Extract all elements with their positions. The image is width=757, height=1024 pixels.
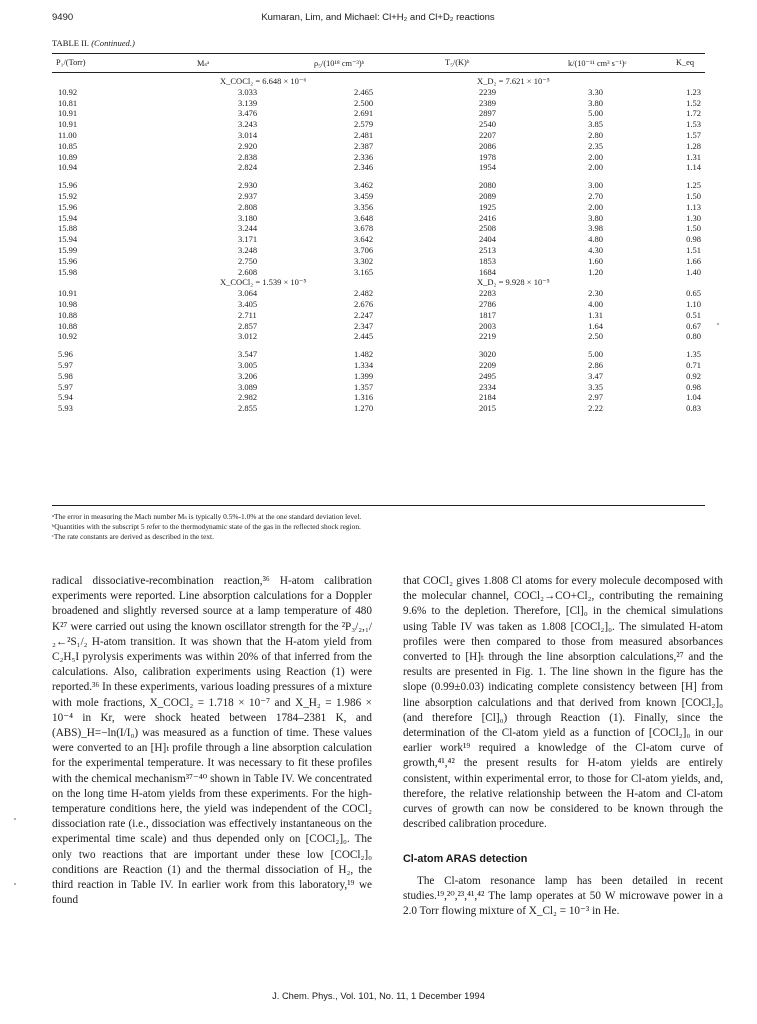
cell-keq: 1.10	[686, 298, 702, 309]
cell-keq: 1.23	[686, 86, 702, 97]
cell-rate: 5.00	[588, 349, 604, 360]
cell-rate: 2.00	[588, 201, 604, 212]
cell-mach: 2.930	[238, 180, 258, 191]
table-row	[52, 382, 705, 393]
cell-pressure: 15.96	[58, 201, 78, 212]
table-row	[52, 108, 705, 119]
cell-rate: 2.80	[588, 129, 604, 140]
cell-temp: 1684	[479, 266, 497, 277]
cell-temp: 2334	[479, 381, 497, 392]
cell-density: 3.302	[354, 255, 374, 266]
table-row	[52, 245, 705, 256]
cell-temp: 2416	[479, 212, 497, 223]
cell-density: 2.676	[354, 298, 374, 309]
cell-keq: 0.51	[686, 309, 702, 320]
cell-rate: 3.35	[588, 381, 604, 392]
cell-mach: 2.750	[238, 255, 258, 266]
cell-rate: 2.97	[588, 392, 604, 403]
table-row	[52, 213, 705, 224]
table-row	[52, 191, 705, 202]
cell-rate: 3.47	[588, 370, 604, 381]
cell-temp: 1817	[479, 309, 497, 320]
cell-density: 1.399	[354, 370, 374, 381]
cell-pressure: 15.94	[58, 212, 78, 223]
table-row	[52, 202, 705, 213]
cell-pressure: 10.92	[58, 331, 78, 342]
margin-mark	[14, 818, 16, 820]
footnote-a: ᵃThe error in measuring the Mach number Mₛ is typically 0.5%-1.0% at the one standard deviation level.	[52, 512, 362, 521]
table-row	[52, 267, 705, 278]
table-row	[52, 256, 705, 267]
cell-keq: 0.65	[686, 288, 702, 299]
cell-density: 1.357	[354, 381, 374, 392]
cell-rate: 2.00	[588, 151, 604, 162]
cell-rate: 3.30	[588, 86, 604, 97]
cell-temp: 2513	[479, 244, 497, 255]
running-title: Kumaran, Lim, and Michael: Cl+H₂ and Cl+D₂ reactions	[261, 12, 495, 23]
cell-temp: 1925	[479, 201, 497, 212]
cell-rate: 2.70	[588, 190, 604, 201]
col-header-mach: Mₛᵃ	[197, 59, 210, 68]
cell-mach: 2.711	[238, 309, 257, 320]
body-paragraph: radical dissociative-recombination reaction,³⁶ H-atom calibration experiments were reported. Line absorption calculations for a Doppler broadened and slightly reversed source at a lamp temperature of 480 K²⁷ were carried out using the known oscillator strength for the ²P₃/₂,₁/₂←²S₁/₂ H-atom transition. It was shown that the H-atom yield from C₂H₅I pyrolysis experiments was within 20% of that inferred from the calculations. Also, calibration experiments using Reaction (1) were reported.³⁶ In these experiments, various loading pressures of a mixture with mole fractions, X_COCl₂ = 1.718 × 10⁻⁷ and X_H₂ = 1.986 × 10⁻⁴ in Kr, were shock heated between 1784–2381 K, and (ABS)_H=−ln(I/I₀) was measured as a function of time. These values were converted to an [H]ₜ profile through a line absorption calculation for the experimental temperature. It was necessary to fit these profiles with the chemical mechanism³⁷⁻⁴⁰ shown in Table IV. We concentrated on the long time H-atom yields from these experiments. For the high-temperature conditions here, the yield was independent of the COCl₂ dissociation rate (i.e., dissociation was effectively instantaneous on the experimental time scale) and thus depended only on [COCl₂]₀. The only two reactions that are important under these low [COCl₂]₀ conditions are Reaction (1) and the thermal dissociation of H₂, the third reaction in Table IV. In earlier work from this laboratory,¹⁹ we found	[52, 575, 372, 907]
cell-temp: 2209	[479, 359, 497, 370]
cell-density: 2.500	[354, 97, 374, 108]
cell-pressure: 10.88	[58, 320, 78, 331]
table-row	[52, 223, 705, 234]
cell-pressure: 15.96	[58, 180, 78, 191]
col-header-temp: T₅/(K)ᵇ	[445, 58, 470, 67]
cell-temp: 2003	[479, 320, 497, 331]
cell-temp: 2786	[479, 298, 497, 309]
cell-pressure: 11.00	[58, 129, 77, 140]
cell-mach: 3.014	[238, 129, 258, 140]
cell-temp: 2495	[479, 370, 497, 381]
row-spacer	[52, 342, 705, 349]
table-row	[52, 349, 705, 360]
cell-mach: 3.244	[238, 223, 258, 234]
cell-mach: 3.139	[238, 97, 258, 108]
margin-mark	[717, 323, 719, 325]
cell-density: 1.316	[354, 392, 374, 403]
cell-keq: 1.35	[686, 349, 702, 360]
cell-keq: 1.25	[686, 180, 702, 191]
cell-pressure: 15.99	[58, 244, 78, 255]
col-header-density: ρ₅/(10¹⁸ cm⁻³)ᵇ	[314, 59, 365, 68]
cell-temp: 1954	[479, 162, 497, 173]
cell-mach: 3.064	[238, 288, 258, 299]
cell-rate: 3.98	[588, 223, 604, 234]
table-row	[52, 331, 705, 342]
cell-density: 1.270	[354, 403, 374, 414]
cell-rate: 2.22	[588, 403, 604, 414]
footnote-c: ᶜThe rate constants are derived as described in the text.	[52, 532, 214, 541]
cell-pressure: 10.98	[58, 298, 78, 309]
cell-density: 2.445	[354, 331, 374, 342]
cell-keq: 1.57	[686, 129, 702, 140]
cell-mach: 2.920	[238, 140, 258, 151]
cell-mach: 3.180	[238, 212, 258, 223]
table-row	[52, 98, 705, 109]
cell-keq: 1.50	[686, 223, 702, 234]
cell-temp: 2015	[479, 403, 497, 414]
table-row	[52, 234, 705, 245]
cell-keq: 1.04	[686, 392, 702, 403]
cell-density: 2.387	[354, 140, 374, 151]
cocl2-mole-fraction: X_COCl₂ = 6.648 × 10⁻⁶	[220, 76, 307, 86]
cell-keq: 1.28	[686, 140, 702, 151]
cell-mach: 3.547	[238, 349, 258, 360]
cell-rate: 4.30	[588, 244, 604, 255]
table-bottom-rule	[52, 505, 705, 506]
table-row	[52, 119, 705, 130]
cell-rate: 2.86	[588, 359, 604, 370]
mole-fraction-row	[52, 277, 705, 288]
cell-density: 3.165	[354, 266, 374, 277]
cell-temp: 2508	[479, 223, 497, 234]
cell-mach: 3.243	[238, 119, 258, 130]
cell-pressure: 15.96	[58, 255, 78, 266]
cell-pressure: 10.91	[58, 108, 78, 119]
cell-mach: 2.838	[238, 151, 258, 162]
cell-pressure: 10.89	[58, 151, 78, 162]
cell-mach: 3.476	[238, 108, 258, 119]
mole-fraction-row	[52, 76, 705, 87]
cell-density: 3.462	[354, 180, 374, 191]
cell-density: 2.347	[354, 320, 374, 331]
cell-pressure: 10.91	[58, 119, 78, 130]
cell-mach: 2.608	[238, 266, 258, 277]
cell-temp: 2207	[479, 129, 497, 140]
table-column-headers	[52, 58, 705, 72]
cell-empty	[52, 277, 142, 288]
cell-mach: 2.824	[238, 162, 258, 173]
cell-keq: 0.98	[686, 234, 702, 245]
cell-temp: 2897	[479, 108, 497, 119]
cell-density: 2.247	[354, 309, 374, 320]
table-row	[52, 130, 705, 141]
table-row	[52, 152, 705, 163]
cell-keq: 0.67	[686, 320, 702, 331]
cocl2-mole-fraction: X_COCl₂ = 1.539 × 10⁻⁵	[220, 277, 307, 288]
table-row	[52, 299, 705, 310]
cell-temp: 2080	[479, 180, 497, 191]
cell-pressure: 10.92	[58, 86, 78, 97]
table-row	[52, 403, 705, 414]
cell-mach: 3.012	[238, 331, 258, 342]
cell-density: 1.334	[354, 359, 374, 370]
col-header-pressure: P₁/(Torr)	[56, 58, 86, 67]
cell-rate: 2.35	[588, 140, 604, 151]
cell-density: 3.642	[354, 234, 374, 245]
cell-mach: 3.248	[238, 244, 258, 255]
cell-rate: 1.31	[588, 309, 604, 320]
cell-temp: 3020	[479, 349, 497, 360]
cell-keq: 1.66	[686, 255, 702, 266]
cell-density: 2.465	[354, 86, 374, 97]
cell-rate: 4.00	[588, 298, 604, 309]
cell-mach: 3.171	[238, 234, 258, 245]
section-heading: Cl-atom ARAS detection	[403, 853, 528, 866]
cell-pressure: 5.94	[58, 392, 73, 403]
table-row	[52, 321, 705, 332]
cell-rate: 3.00	[588, 180, 604, 191]
journal-footer: J. Chem. Phys., Vol. 101, No. 11, 1 December 1994	[272, 991, 485, 1001]
cell-rate: 5.00	[588, 108, 604, 119]
cell-keq: 1.40	[686, 266, 702, 277]
cell-temp: 2184	[479, 392, 497, 403]
col-header-rate: k/(10⁻¹¹ cm³ s⁻¹)ᶜ	[568, 59, 627, 68]
cell-rate: 4.80	[588, 234, 604, 245]
cell-pressure: 10.94	[58, 162, 78, 173]
cell-pressure: 5.97	[58, 381, 73, 392]
cell-keq: 0.71	[686, 359, 702, 370]
cell-keq: 1.52	[686, 97, 702, 108]
cell-pressure: 5.98	[58, 370, 73, 381]
table-row	[52, 371, 705, 382]
cell-density: 1.482	[354, 349, 374, 360]
cell-density: 2.579	[354, 119, 374, 130]
cell-temp: 2283	[479, 288, 497, 299]
cell-mach: 2.982	[238, 392, 258, 403]
cell-density: 2.482	[354, 288, 374, 299]
cell-mach: 3.405	[238, 298, 258, 309]
cell-keq: 0.83	[686, 403, 702, 414]
cell-mach: 3.033	[238, 86, 258, 97]
data-table	[52, 76, 705, 414]
cell-mach: 2.937	[238, 190, 258, 201]
cell-pressure: 15.92	[58, 190, 78, 201]
cell-keq: 1.53	[686, 119, 702, 130]
cell-density: 3.678	[354, 223, 374, 234]
body-paragraph: that COCl₂ gives 1.808 Cl atoms for every molecule decomposed with the molecular channel, COCl₂→CO+Cl₂, contributing the remaining 9.6% to the depletion. Therefore, [Cl]₀ in the chemical simulations using Table IV was taken as 1.808 [COCl₂]₀. The simulated H-atom profiles were then compared to those from measured absorbances converted to [H]ₜ through the line absorption calculations,²⁷ and the results are presented in Fig. 1. The line shown in the figure has the slope (0.99±0.03) indicating complete consistency between [H] from line absorption calculations and that derived from known [COCl₂]₀ (and therefore [Cl]₀) through Reaction (1). Finally, since the determination of the Cl-atom yield as a function of [COCl₂]₀ in our earlier work¹⁹ required a knowledge of the Cl-atom curve of growth,⁴¹,⁴² the present results for H-atom yields are entirely consistent, within experimental error, to those for Cl-atom yields, and, therefore, the relative relationship between the H-atom and Cl-atom curves of growth can now be considered to be known through the described calibration procedure.	[403, 575, 723, 831]
cell-density: 3.356	[354, 201, 374, 212]
cell-pressure: 10.91	[58, 288, 78, 299]
cell-temp: 2219	[479, 331, 497, 342]
cell-rate: 2.00	[588, 162, 604, 173]
margin-mark	[14, 883, 16, 885]
cell-pressure: 15.88	[58, 223, 78, 234]
cell-pressure: 10.88	[58, 309, 78, 320]
cell-keq: 1.13	[686, 201, 702, 212]
cell-temp: 2239	[479, 86, 497, 97]
d2-mole-fraction: X_D₂ = 7.621 × 10⁻⁵	[477, 76, 550, 86]
cell-pressure: 15.94	[58, 234, 78, 245]
col-header-keq: K_eq	[676, 58, 694, 67]
cell-keq: 0.92	[686, 370, 702, 381]
table-row	[52, 288, 705, 299]
cell-keq: 1.31	[686, 151, 702, 162]
cell-rate: 3.80	[588, 97, 604, 108]
cell-keq: 1.14	[686, 162, 702, 173]
cell-temp: 2389	[479, 97, 497, 108]
cell-rate: 3.85	[588, 119, 604, 130]
cell-empty	[52, 76, 142, 87]
table-caption	[52, 38, 135, 48]
cell-temp: 2404	[479, 234, 497, 245]
cell-pressure: 5.96	[58, 349, 73, 360]
cell-mach: 2.855	[238, 403, 258, 414]
cell-keq: 1.50	[686, 190, 702, 201]
cell-rate: 2.30	[588, 288, 604, 299]
cell-pressure: 10.81	[58, 97, 78, 108]
cell-keq: 0.80	[686, 331, 702, 342]
cell-mach: 3.206	[238, 370, 258, 381]
spacer-cell	[52, 342, 705, 349]
table-top-rule	[52, 53, 705, 54]
body-left-column	[52, 574, 372, 908]
cell-temp: 2086	[479, 140, 497, 151]
table-label: TABLE II.	[52, 38, 90, 48]
table-row	[52, 310, 705, 321]
cell-mach: 3.089	[238, 381, 258, 392]
table-continued: (Continued.)	[91, 38, 135, 48]
cell-pressure: 5.93	[58, 403, 73, 414]
cell-density: 2.346	[354, 162, 374, 173]
cell-rate: 2.50	[588, 331, 604, 342]
cell-mach: 2.808	[238, 201, 258, 212]
body-paragraph: The Cl-atom resonance lamp has been detailed in recent studies.¹⁹,²⁰,²³,⁴¹,⁴² The lamp operates at 50 W microwave power in a 2.0 Torr flowing mixture of X_Cl₂ = 10⁻³ in He.	[403, 874, 723, 918]
cell-density: 2.336	[354, 151, 374, 162]
cell-keq: 1.30	[686, 212, 702, 223]
table-row	[52, 162, 705, 173]
cell-density: 2.691	[354, 108, 374, 119]
cell-rate: 3.80	[588, 212, 604, 223]
cell-rate: 1.20	[588, 266, 604, 277]
table-row	[52, 87, 705, 98]
cell-density: 2.481	[354, 129, 374, 140]
cell-mach: 2.857	[238, 320, 258, 331]
cell-rate: 1.64	[588, 320, 604, 331]
cell-rate: 1.60	[588, 255, 604, 266]
cell-pressure: 15.98	[58, 266, 78, 277]
cell-pressure: 5.97	[58, 359, 73, 370]
cell-keq: 1.51	[686, 244, 702, 255]
row-spacer	[52, 173, 705, 180]
body-right-column	[403, 574, 723, 919]
cell-keq: 1.72	[686, 108, 702, 119]
cell-mach: 3.005	[238, 359, 258, 370]
table-row	[52, 141, 705, 152]
spacer-cell	[52, 173, 705, 180]
cell-density: 3.706	[354, 244, 374, 255]
d2-mole-fraction: X_D₂ = 9.928 × 10⁻⁵	[477, 277, 550, 288]
table-footnotes	[52, 512, 705, 542]
footnote-b: ᵇQuantities with the subscript 5 refer to the thermodynamic state of the gas in the reflected shock region.	[52, 522, 361, 531]
cell-temp: 2089	[479, 190, 497, 201]
table-row	[52, 360, 705, 371]
cell-temp: 1853	[479, 255, 497, 266]
cell-density: 3.648	[354, 212, 374, 223]
running-header	[52, 12, 704, 28]
cell-keq: 0.98	[686, 381, 702, 392]
page-number: 9490	[52, 12, 74, 23]
cell-density: 3.459	[354, 190, 374, 201]
table-row	[52, 180, 705, 191]
cell-temp: 1978	[479, 151, 497, 162]
cell-pressure: 10.85	[58, 140, 78, 151]
table-header-rule	[52, 72, 705, 73]
cell-temp: 2540	[479, 119, 497, 130]
table-row	[52, 392, 705, 403]
